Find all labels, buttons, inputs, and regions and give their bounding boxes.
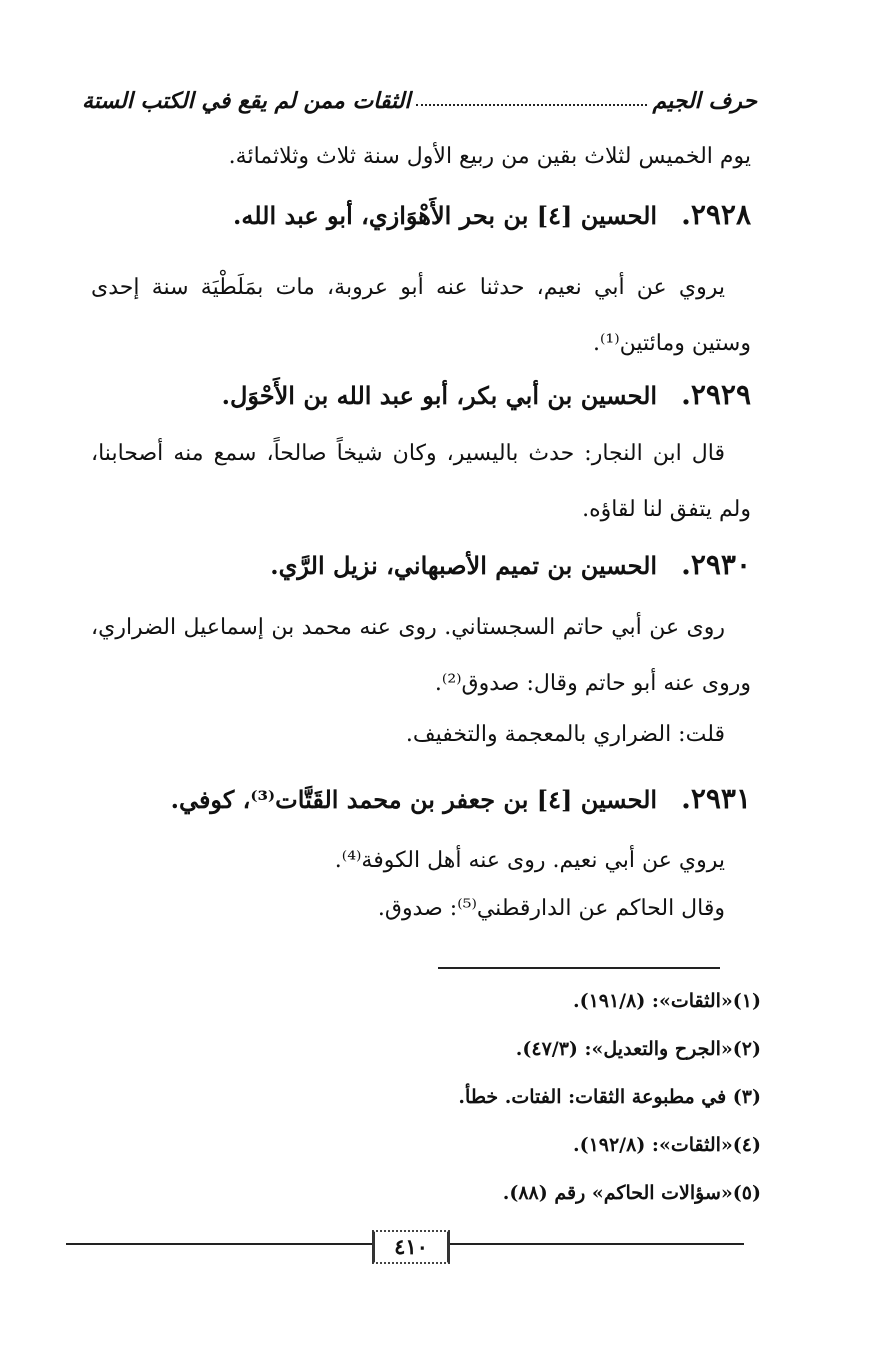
entry-title: الحسين بن تميم الأصبهاني، نزيل الرَّي. — [270, 551, 658, 580]
footnote-2: (٢)«الجرح والتعديل»: (٤٧/٣). — [515, 1038, 761, 1060]
entry-heading-2929 — [71, 378, 751, 411]
entry-text-2930: روى عن أبي حاتم السجستاني. روى عنه محمد بن إسماعيل الضراري، وروى عنه أبو حاتم وقال: صدوق⁽²⁾. — [91, 615, 751, 696]
entry-title: الحسين بن أبي بكر، أبو عبد الله بن الأَحْوَل. — [221, 381, 658, 410]
entry-text-2928: يروي عن أبي نعيم، حدثنا عنه أبو عروبة، مات بمَلَطْيَة سنة إحدى وستين ومائتين⁽¹⁾. — [91, 275, 751, 356]
entry-title: الحسين [٤] بن جعفر بن محمد القَتَّات⁽³⁾، كوفي. — [170, 785, 658, 814]
opening-line: يوم الخميس لثلاث بقين من ربيع الأول سنة ثلاث وثلاثمائة. — [228, 144, 751, 169]
page-number: ٤١٠ — [372, 1230, 450, 1264]
entry-heading-2928 — [71, 198, 751, 231]
header-book-title: الثقات ممن لم يقع في الكتب الستة — [82, 88, 411, 114]
entry-number: ٢٩٣٠. — [681, 548, 751, 581]
entry-number: ٢٩٢٩. — [681, 378, 751, 411]
footnote-3: (٣) في مطبوعة الثقات: الفتات. خطأ. — [458, 1086, 761, 1108]
entry-heading-2930 — [71, 548, 751, 581]
entry-text-2929: قال ابن النجار: حدث باليسير، وكان شيخاً صالحاً، سمع منه أصحابنا، ولم يتفق لنا لقاؤه. — [91, 441, 751, 522]
entry-number: ٢٩٢٨. — [681, 198, 751, 231]
entry-number: ٢٩٣١. — [681, 782, 751, 815]
footnote-4: (٤)«الثقات»: (١٩٢/٨). — [572, 1134, 761, 1156]
entry-heading-2931 — [71, 782, 751, 815]
footnote-1: (١)«الثقات»: (١٩١/٨). — [572, 990, 761, 1012]
bottom-rule-right — [450, 1243, 744, 1245]
header-section-title: حرف الجيم — [652, 88, 757, 114]
footnote-divider — [438, 967, 720, 969]
entry-note-2930: قلت: الضراري بالمعجمة والتخفيف. — [405, 722, 725, 747]
running-header — [82, 80, 757, 114]
entry-title: الحسين [٤] بن بحر الأَهْوَازي، أبو عبد الله. — [232, 201, 658, 230]
entry-text-2931-line2: وقال الحاكم عن الدارقطني⁽⁵⁾: صدوق. — [377, 896, 725, 921]
footnote-5: (٥)«سؤالات الحاكم» رقم (٨٨). — [502, 1182, 761, 1204]
entry-text-2931-line1: يروي عن أبي نعيم. روى عنه أهل الكوفة⁽⁴⁾. — [334, 848, 725, 873]
bottom-rule-left — [66, 1243, 372, 1245]
header-dot-leader — [416, 104, 646, 106]
